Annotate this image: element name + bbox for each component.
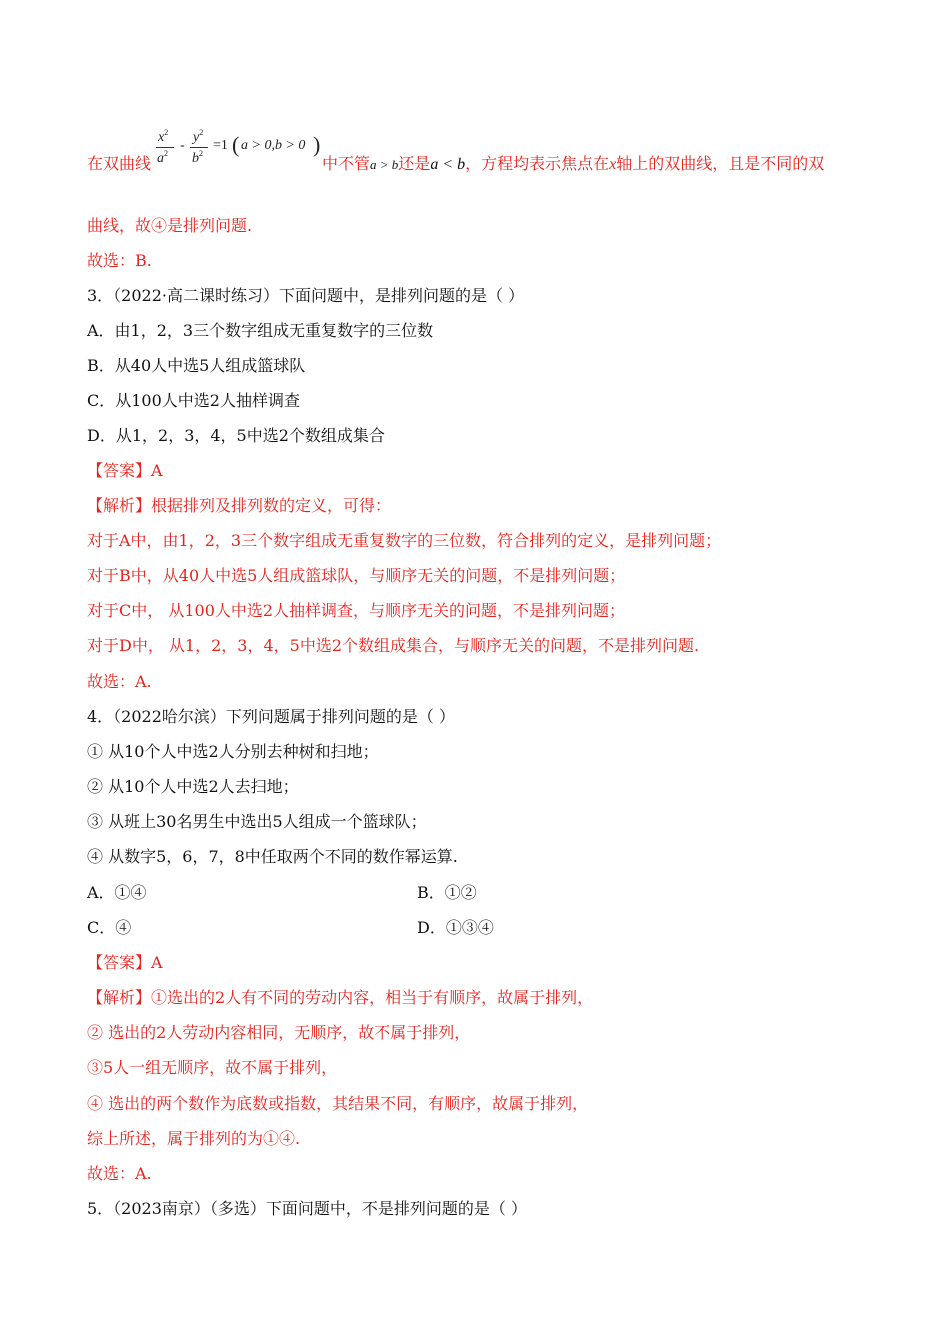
- q4-analysis-3: ④ 选出的两个数作为底数或指数，其结果不同，有顺序，故属于排列，: [87, 1094, 589, 1113]
- q3-analysis-4: 对于D中， 从1，2，3，4，5中选2个数组成集合，与顺序无关的问题，不是排列问题.: [87, 636, 700, 655]
- formula-num-y: $y^2$: [193, 128, 204, 145]
- formula-den-b: $b^2$: [192, 149, 203, 166]
- q3-analysis-5: 故选：A.: [87, 672, 152, 691]
- compare-a-gt-b: a > b: [370, 157, 399, 172]
- formula-minus: -: [180, 138, 185, 153]
- formula-paren-open: (: [232, 132, 240, 157]
- q4-item-1: ① 从10个人中选2人分别去种树和扫地；: [87, 742, 379, 761]
- q3-stem: 3．（2022·高二课时练习）下面问题中，是排列问题的是（ ）: [87, 286, 525, 305]
- q4-item-4: ④ 从数字5，6，7，8中任取两个不同的数作幂运算.: [87, 847, 458, 866]
- intro-choose: 故选：B.: [87, 251, 152, 270]
- fraction-bar: [190, 147, 208, 148]
- q3-answer: 【答案】A: [87, 461, 163, 480]
- q3-analysis-0: 【解析】根据排列及排列数的定义，可得：: [87, 496, 392, 515]
- intro-line-continued: [322, 153, 824, 176]
- intro-tail2: 轴上的双曲线，且是不同的双: [616, 154, 825, 173]
- q3-option-b: B．从40人中选5人组成篮球队: [87, 356, 306, 375]
- q4-option-a: A．①④: [87, 883, 147, 902]
- intro-mid2: 还是: [398, 154, 431, 173]
- intro-prefix: 在双曲线: [87, 154, 152, 173]
- q3-option-a: A．由1，2，3三个数字组成无重复数字的三位数: [87, 321, 434, 340]
- q4-option-d: D．①③④: [417, 918, 494, 937]
- q3-option-c: C．从100人中选2人抽样调查: [87, 391, 300, 410]
- q4-options-row-2: [87, 917, 131, 939]
- intro-line: [87, 153, 151, 175]
- q4-analysis-1: ② 选出的2人劳动内容相同，无顺序，故不属于排列，: [87, 1023, 471, 1042]
- q4-options-row-1: [87, 882, 147, 904]
- q4-analysis-0: 【解析】①选出的2人有不同的劳动内容，相当于有顺序，故属于排列，: [87, 988, 594, 1007]
- q4-item-2: ② 从10个人中选2人去扫地；: [87, 777, 299, 796]
- formula-paren-close: ): [313, 132, 321, 157]
- q3-analysis-3: 对于C中， 从100人中选2人抽样调查，与顺序无关的问题，不是排列问题；: [87, 601, 626, 620]
- q4-analysis-5: 故选：A.: [87, 1164, 152, 1183]
- q4-option-c: C．④: [87, 918, 132, 937]
- formula-equals: =1: [213, 138, 228, 153]
- q4-item-3: ③ 从班上30名男生中选出5人组成一个篮球队；: [87, 812, 427, 831]
- intro-mid1: 中不管: [322, 154, 371, 173]
- q3-analysis-2: 对于B中，从40人中选5人组成篮球队，与顺序无关的问题，不是排列问题；: [87, 566, 626, 585]
- compare-a-lt-b: a < b: [430, 156, 466, 173]
- formula-condition: a > 0,b > 0: [241, 138, 306, 153]
- q3-analysis-1: 对于A中，由1，2，3三个数字组成无重复数字的三位数，符合排列的定义，是排列问题；: [87, 531, 722, 550]
- q4-option-b: B．①②: [417, 883, 477, 902]
- q4-analysis-2: ③5人一组无顺序，故不属于排列，: [87, 1058, 338, 1077]
- formula-den-a: $a^2$: [157, 149, 168, 166]
- x-variable: x: [609, 156, 617, 173]
- q3-option-d: D．从1，2，3，4，5中选2个数组成集合: [87, 426, 385, 445]
- intro-line-2: 曲线，故④是排列问题.: [87, 216, 253, 235]
- intro-tail1: ，方程均表示焦点在: [465, 154, 610, 173]
- q5-stem: 5．（2023南京）（多选）下面问题中，不是排列问题的是（ ）: [87, 1199, 527, 1218]
- q4-stem: 4．（2022哈尔滨）下列问题属于排列问题的是（ ）: [87, 707, 455, 726]
- formula-num-x: $x^2$: [158, 128, 169, 145]
- hyperbola-formula: [155, 124, 325, 174]
- fraction-bar: [156, 147, 174, 148]
- q4-answer: 【答案】A: [87, 953, 163, 972]
- q4-analysis-4: 综上所述，属于排列的为①④.: [87, 1129, 301, 1148]
